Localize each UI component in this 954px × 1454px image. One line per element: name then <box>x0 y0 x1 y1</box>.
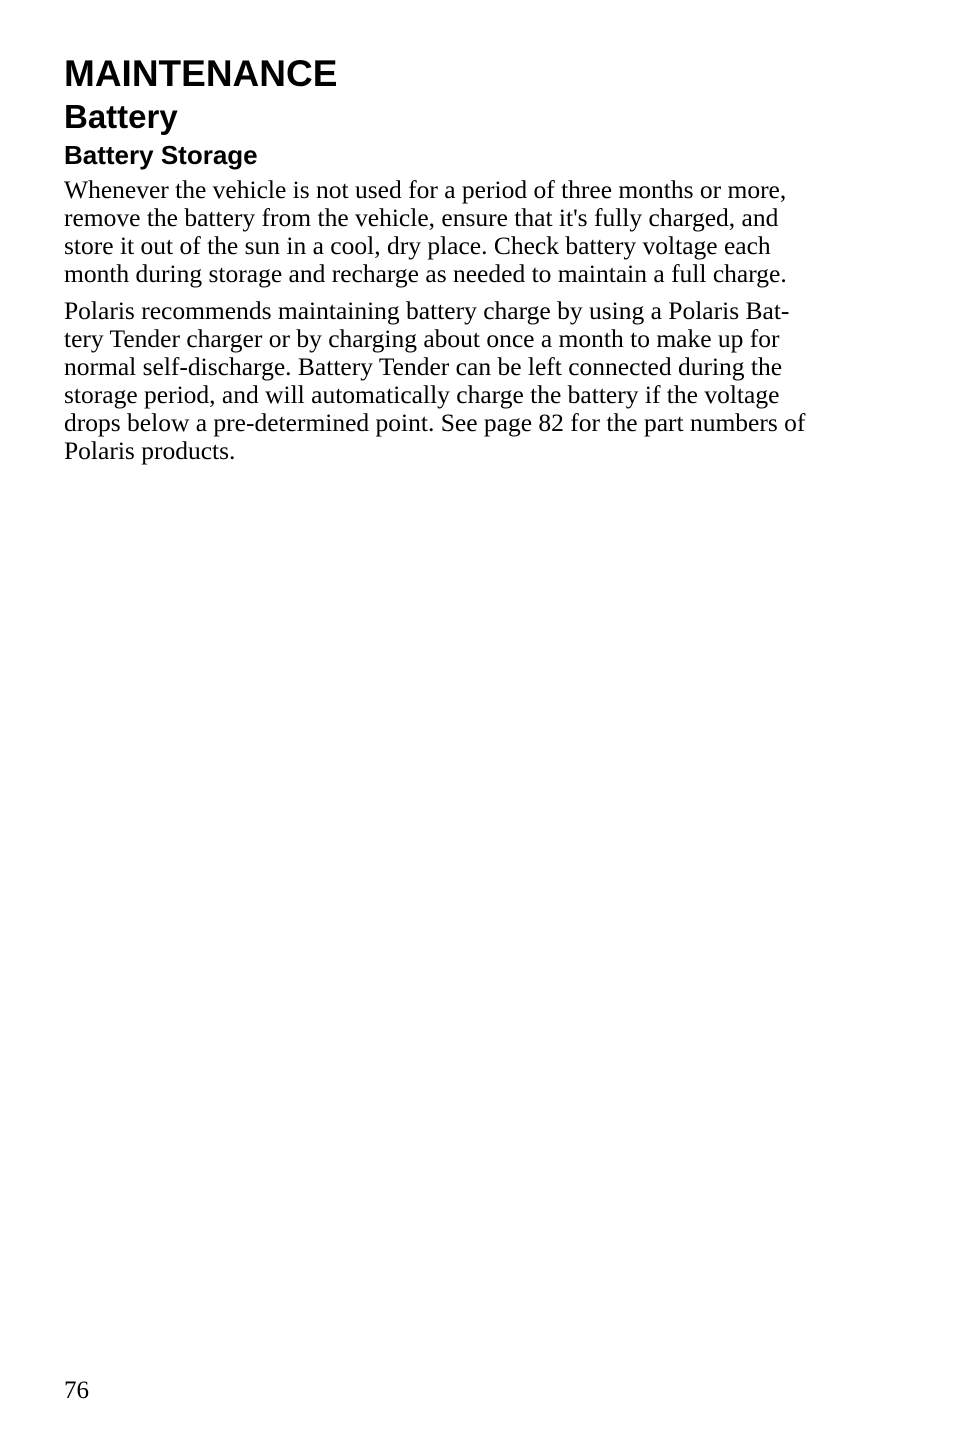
page-content <box>64 52 864 474</box>
paragraph-storage-instructions: Whenever the vehicle is not used for a period of three months or more, remove the battery from the vehicle, ensure that it's fully charged, and store it out of the sun in a cool, dry place. Check battery voltage each month during storage and recharge as needed to maintain a full charge. <box>64 175 787 288</box>
paragraph-battery-tender: Polaris recommends maintaining battery charge by using a Polaris Bat- tery Tender charger or by charging about once a month to make up for normal self-discharge. Battery Tender can be left connected during the storage period, and will automatically charge the battery if the voltage drops below a pre-determined point. See page 82 for the part numbers of Polaris products. <box>64 296 806 465</box>
section-title: Battery <box>64 98 178 135</box>
page-number: 76 <box>64 1377 89 1404</box>
subsection-title: Battery Storage <box>64 140 258 170</box>
chapter-title: MAINTENANCE <box>64 53 338 94</box>
